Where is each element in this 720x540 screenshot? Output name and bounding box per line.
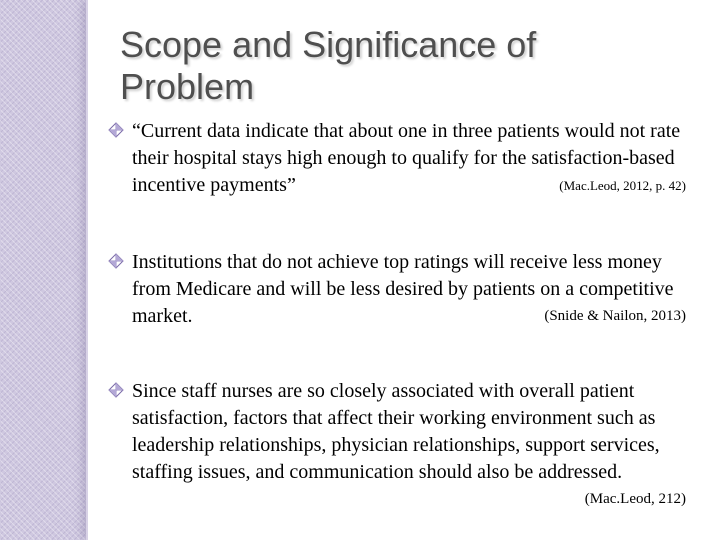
- title-line-2: Problem: [120, 66, 255, 107]
- bullet-citation: (Mac.Leod, 2012, p. 42): [559, 178, 686, 193]
- diamond-bullet-icon: [108, 382, 124, 398]
- bullet-text: Institutions that do not achieve top ratings will receive less money from Medicare and will be less desired by patients on a competitive market.: [132, 251, 674, 327]
- bullet-citation: (Snide & Nailon, 2013): [544, 308, 686, 324]
- bullet-item: [108, 378, 688, 507]
- bullet-text: “Current data indicate that about one in three patients would not rate their hospital stays high enough to qualify for the satisfaction-based incentive payments”: [132, 120, 681, 196]
- bullet-item: [108, 118, 688, 199]
- bullet-item: [108, 249, 688, 330]
- diamond-bullet-icon: [108, 122, 124, 138]
- bullet-list: [108, 118, 688, 516]
- title-line-1: Scope and Significance of: [120, 24, 537, 65]
- diamond-bullet-icon: [108, 253, 124, 269]
- bullet-text: Since staff nurses are so closely associated with overall patient satisfaction, factors that affect their working environment such as leadership relationships, physician relationships, support services, staffing issues, and communication should also be addressed.: [132, 380, 660, 483]
- slide-title: [120, 24, 680, 108]
- decorative-side-band: [0, 0, 86, 540]
- bullet-citation: (Mac.Leod, 212): [584, 491, 686, 507]
